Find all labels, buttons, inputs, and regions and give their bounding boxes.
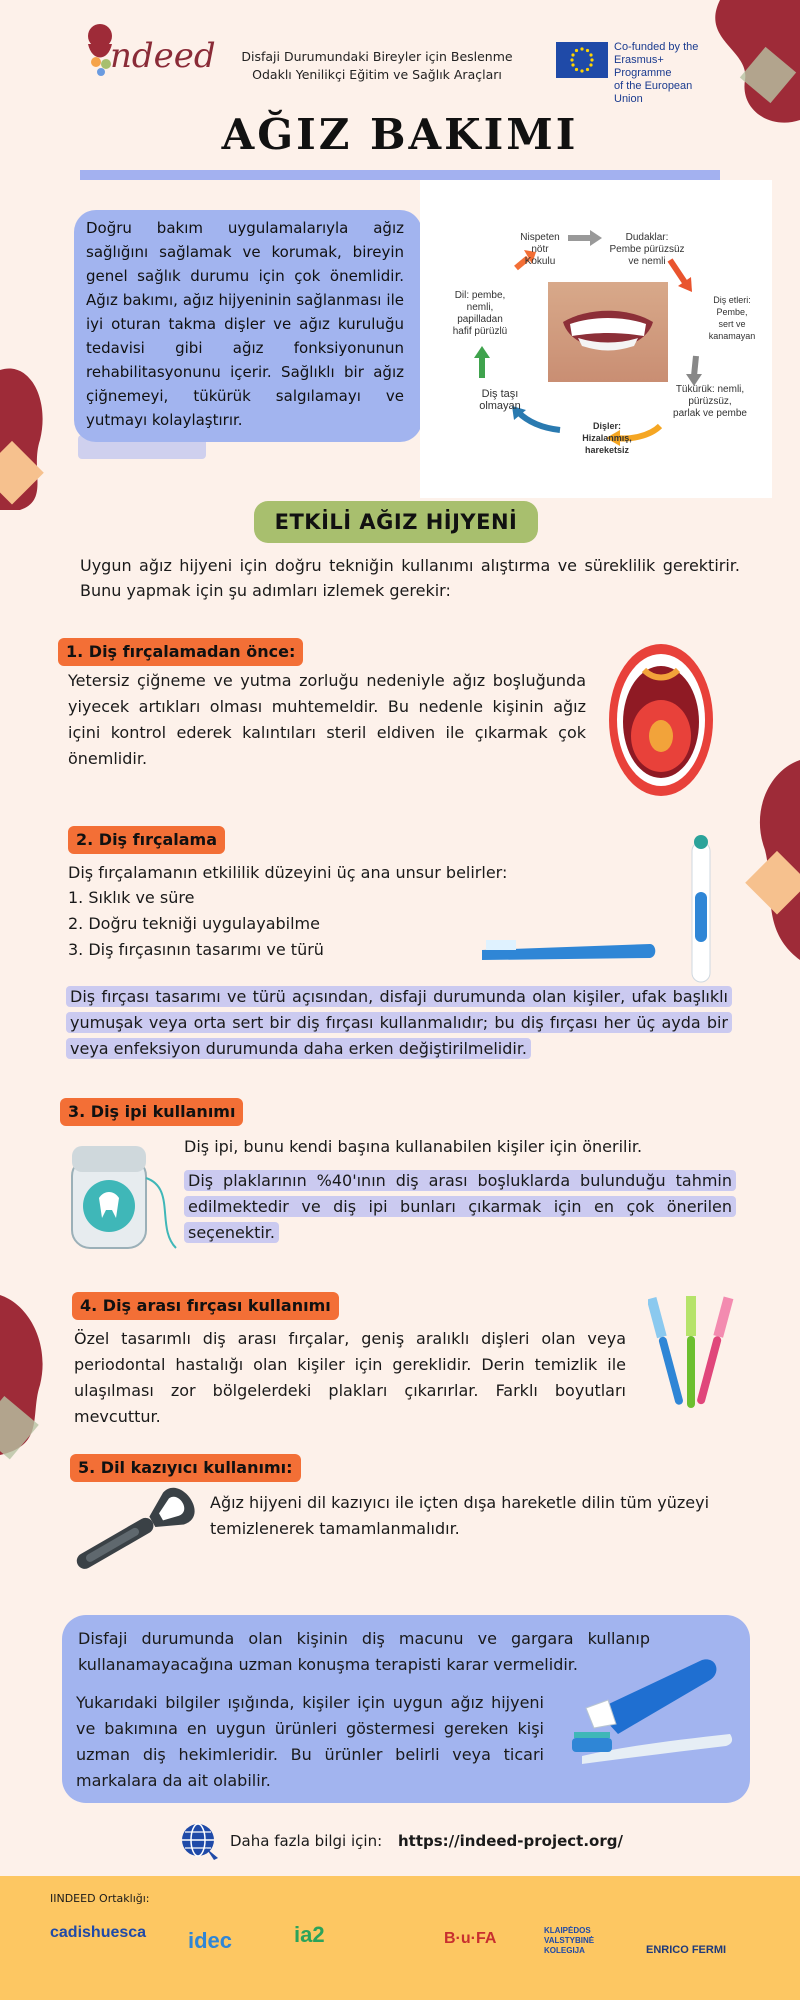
interdental-brushes-icon <box>648 1296 738 1416</box>
partner-logo-bufa: B·u·FA <box>444 1930 497 1947</box>
step3-text1: Diş ipi, bunu kendi başına kullanabilen kişiler için önerilir. <box>184 1137 643 1156</box>
step2-intro: Diş fırçalamanın etkililik düzeyini üç ana unsur belirler: <box>68 863 508 882</box>
project-title <box>232 48 522 84</box>
diagram-label-tongue: Dil: pembe, nemli, papilladan hafif pürüzlü <box>452 290 508 337</box>
decorative-blob-left-2 <box>0 1295 55 1485</box>
toothbrush-icon <box>480 832 720 992</box>
bottom-text-2: Yukarıdaki bilgiler ışığında, kişiler için uygun ağız hijyeni ve bakımına en uygun ürünleri göstermesi gereken kişi uzman diş hekimleridir. Bu ürünler belirli veya ticari markalara da ait olabilir. <box>76 1693 544 1790</box>
toothpaste-icon <box>566 1654 736 1784</box>
lead-text: Uygun ağız hijyeni için doğru tekniğin kullanımı alıştırma ve süreklilik gerektirir. Bunu yapmak için şu adımları izlemek gerekir: <box>80 556 740 600</box>
partners-label: IINDEED Ortaklığı: <box>50 1892 150 1905</box>
step3-title: 3. Diş ipi kullanımı <box>60 1098 243 1126</box>
step5-title: 5. Dil kazıyıcı kullanımı: <box>70 1454 301 1482</box>
diagram-label-gums: Diş etleri: Pembe, sert ve kanamayan <box>708 295 756 341</box>
more-info-label: Daha fazla bilgi için: <box>230 1832 383 1850</box>
diagram-label-saliva: Tükürük: nemli, pürüzsüz, parlak ve pembe <box>673 384 747 419</box>
more-info-link[interactable]: https://indeed-project.org/ <box>398 1832 623 1850</box>
eu-cofunded-text <box>614 41 724 106</box>
project-title-line2: Odaklı Yenilikçi Eğitim ve Sağlık Araçları <box>252 67 502 82</box>
eu-line3: of the European Union <box>614 80 693 105</box>
section-title: ETKİLİ AĞIZ HİJYENİ <box>254 501 538 543</box>
project-logo <box>84 22 214 82</box>
title-underline <box>80 170 720 180</box>
step3-text2: Diş plaklarının %40'ının diş arası boşluklarda bulunduğu tahmin edilmektedir ve diş ipi bunları çıkarmak için en çok önerilen seçenektir. <box>184 1170 736 1243</box>
step2-title: 2. Diş fırçalama <box>68 826 225 854</box>
eu-line1: Co-funded by the <box>614 41 699 53</box>
step2-item1: 1. Sıklık ve süre <box>68 888 195 907</box>
step4-text: Özel tasarımlı diş arası fırçalar, geniş aralıklı dişleri olan veya periodontal hastalığı olan kişiler için gereklidir. Derin temizlik ile ulaşılması zor bölgelerdeki plakları çıkarırlar. Farklı boyutları mevcuttur. <box>74 1329 626 1426</box>
diagram-label-lips: Dudaklar: Pembe pürüzsüz ve nemli <box>609 232 685 267</box>
logo-text: ndeed <box>110 36 216 76</box>
step1-text: Yetersiz çiğneme ve yutma zorluğu nedeniyle ağız boşluğunda yiyecek artıkları olması muhtemeldir. Bu nedenle kişinin ağız içini kontrol ederek kalıntıları steril eldiven ile çıkarmak çok önemlidir. <box>68 671 586 768</box>
partner-logo-idec: idec <box>188 1928 233 1953</box>
diagram-label-tartar: Diş taşı olmayan <box>479 388 521 412</box>
eu-flag-icon <box>556 42 608 78</box>
oral-health-diagram <box>420 180 772 498</box>
partner-logo-ia2: ia2 <box>294 1922 325 1947</box>
diagram-label-odor: Nispeten nötr Kokulu <box>520 232 560 267</box>
diagram-label-teeth: Dişler: Hizalanmış, hareketsiz <box>582 421 632 455</box>
step3-text2-wrap <box>184 1168 736 1246</box>
step2-item2: 2. Doğru tekniği uygulayabilme <box>68 914 320 933</box>
step5-text: Ağız hijyeni dil kazıyıcı ile içten dışa hareketle dilin tüm yüzeyi temizlenerek tamamlanmalıdır. <box>210 1493 710 1538</box>
decorative-blob-left-1 <box>0 360 60 560</box>
globe-icon <box>180 1822 220 1862</box>
partner-logo-enrico-fermi: ENRICO FERMI <box>646 1944 727 1956</box>
step1-title: 1. Diş fırçalamadan önce: <box>58 638 303 666</box>
intro-text: Doğru bakım uygulamalarıyla ağız sağlığını sağlamak ve korumak, bireyin genel sağlık durumu için çok önemlidir. Ağız bakımı, ağız hijyeninin sağlanması ile iyi oturan takma dişler ve ağız kuruluğu tedavisi gibi ağız fonksiyonunun rehabilitasyonunu içerir. Sağlıklı bir ağız çiğnemeyi, tükürük salgılamayı ve yutmayı kolaylaştırır. <box>86 219 404 429</box>
dental-floss-icon <box>66 1138 186 1258</box>
project-title-line1: Disfaji Durumundaki Bireyler için Beslenme <box>241 49 513 64</box>
bottom-text-1: Disfaji durumunda olan kişinin diş macunu ve gargara kullanıp kullanamayacağına uzman konuşma terapisti karar vermelidir. <box>78 1629 650 1674</box>
partner-logo-kvk: KLAIPĖDOS VALSTYBINĖ KOLEGIJA <box>544 1926 595 1955</box>
step2-note-text: Diş fırçası tasarımı ve türü açısından, disfaji durumunda olan kişiler, ufak başlıklı yumuşak veya orta sert bir diş fırçası kullanmalıdır; bu diş fırçası her üç ayda bir veya enfeksiyon durumunda daha erken değiştirilmelidir. <box>66 986 732 1059</box>
eu-line2: Erasmus+ Programme <box>614 54 672 79</box>
decorative-blob-right-2 <box>740 760 800 980</box>
partner-logo-cadishuesca: cadishuesca <box>50 1924 147 1941</box>
step2-item3: 3. Diş fırçasının tasarımı ve türü <box>68 940 324 959</box>
page-title: AĞIZ BAKIMI <box>221 110 579 159</box>
step4-title: 4. Diş arası fırçası kullanımı <box>72 1292 339 1320</box>
step2-note <box>66 984 732 1062</box>
tongue-scraper-icon <box>68 1484 208 1574</box>
open-mouth-icon <box>606 640 716 800</box>
